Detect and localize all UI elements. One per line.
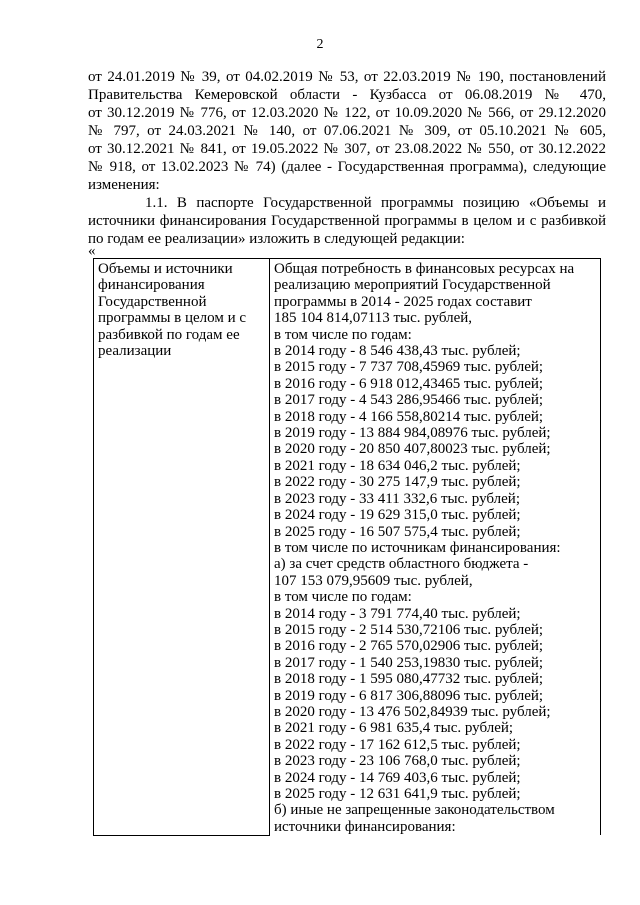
label-line: разбивкой по годам ее <box>98 326 240 343</box>
content-line: в 2020 году - 13 476 502,84939 тыс. рублей; <box>274 703 551 720</box>
content-line: программы в 2014 - 2025 годах составит <box>274 293 532 310</box>
content-line: в 2014 году - 3 791 774,40 тыс. рублей; <box>274 605 521 622</box>
item-line: источники финансирования Государственной программы в целом и с разбивкой <box>88 213 606 229</box>
label-line: реализации <box>98 343 172 360</box>
content-line: в том числе по годам: <box>274 589 412 606</box>
intro-line: № 918, от 13.02.2023 № 74) (далее - Государственная программа), следующие <box>88 159 606 175</box>
item-line: 1.1. В паспорте Государственной программы позицию «Объемы и <box>145 195 606 211</box>
content-line: в 2018 году - 1 595 080,47732 тыс. рублей; <box>274 671 544 688</box>
page-number: 2 <box>316 37 324 52</box>
content-line: в 2021 году - 18 634 046,2 тыс. рублей; <box>274 457 521 474</box>
content-line: в 2017 году - 4 543 286,95466 тыс. рублей; <box>274 392 544 409</box>
intro-line: от 30.12.2019 № 776, от 12.03.2020 № 122, от 10.09.2020 № 566, от 29.12.2020 <box>88 105 606 121</box>
content-line: реализацию мероприятий Государственной <box>274 277 551 294</box>
intro-line: от 30.12.2021 № 841, от 19.05.2022 № 307, от 23.08.2022 № 550, от 30.12.2022 <box>88 141 606 157</box>
table-row <box>94 259 601 836</box>
content-line: в 2024 году - 14 769 403,6 тыс. рублей; <box>274 769 521 786</box>
item-line: по годам ее реализации» изложить в следующей редакции: <box>88 231 465 247</box>
content-line: в 2016 году - 2 765 570,02906 тыс. рублей; <box>274 638 544 655</box>
item-paragraph <box>88 194 606 248</box>
intro-line: № 797, от 24.03.2021 № 140, от 07.06.2021 № 309, от 05.10.2021 № 605, <box>88 123 606 139</box>
content-line: в 2019 году - 13 884 984,08976 тыс. рублей; <box>274 425 551 442</box>
content-line: источники финансирования: <box>274 818 456 835</box>
intro-line: изменения: <box>88 177 160 193</box>
content-line: Общая потребность в финансовых ресурсах на <box>274 261 575 277</box>
content-line: 185 104 814,07113 тыс. рублей, <box>274 310 473 327</box>
content-line: в 2014 году - 8 546 438,43 тыс. рублей; <box>274 343 521 360</box>
open-quote: « <box>88 243 96 259</box>
content-cell <box>270 259 601 836</box>
intro-line: от 24.01.2019 № 39, от 04.02.2019 № 53, от 22.03.2019 № 190, постановлений <box>88 69 606 85</box>
label-line: Объемы и источники <box>98 261 233 277</box>
label-line: Государственной <box>98 293 207 310</box>
content-line: в 2017 году - 1 540 253,19830 тыс. рублей; <box>274 654 544 671</box>
passport-table <box>93 258 601 836</box>
content-line: в 2015 году - 7 737 708,45969 тыс. рублей; <box>274 359 544 376</box>
content-line: в 2022 году - 17 162 612,5 тыс. рублей; <box>274 736 521 753</box>
content-line: в 2025 году - 12 631 641,9 тыс. рублей; <box>274 786 521 802</box>
content-line: в 2018 году - 4 166 558,80214 тыс. рублей; <box>274 408 544 425</box>
content-line: в 2020 году - 20 850 407,80023 тыс. рублей; <box>274 441 551 458</box>
content-line: в 2023 году - 33 411 332,6 тыс. рублей; <box>274 490 520 507</box>
content-line: в том числе по годам: <box>274 326 412 343</box>
content-line: в 2024 году - 19 629 315,0 тыс. рублей; <box>274 507 521 524</box>
content-line: 107 153 079,95609 тыс. рублей, <box>274 572 473 589</box>
content-line: в 2021 году - 6 981 635,4 тыс. рублей; <box>274 720 514 737</box>
content-line: в 2025 году - 16 507 575,4 тыс. рублей; <box>274 523 521 540</box>
label-cell <box>94 259 270 836</box>
content-line: в 2015 году - 2 514 530,72106 тыс. рублей; <box>274 621 544 638</box>
content-line: в 2023 году - 23 106 768,0 тыс. рублей; <box>274 753 521 770</box>
intro-paragraph <box>88 68 606 194</box>
content-line: в 2022 году - 30 275 147,9 тыс. рублей; <box>274 474 521 491</box>
content-line: в 2016 году - 6 918 012,43465 тыс. рублей; <box>274 375 544 392</box>
content-line: в 2019 году - 6 817 306,88096 тыс. рублей; <box>274 687 544 704</box>
intro-line: Правительства Кемеровской области - Кузбасса от 06.08.2019 № 470, <box>88 87 606 103</box>
label-line: программы в целом и с <box>98 310 247 327</box>
content-line: а) за счет средств областного бюджета - <box>274 556 529 573</box>
label-line: финансирования <box>98 277 205 294</box>
content-line: в том числе по источникам финансирования: <box>274 539 561 556</box>
content-line: б) иные не запрещенные законодательством <box>274 802 555 819</box>
